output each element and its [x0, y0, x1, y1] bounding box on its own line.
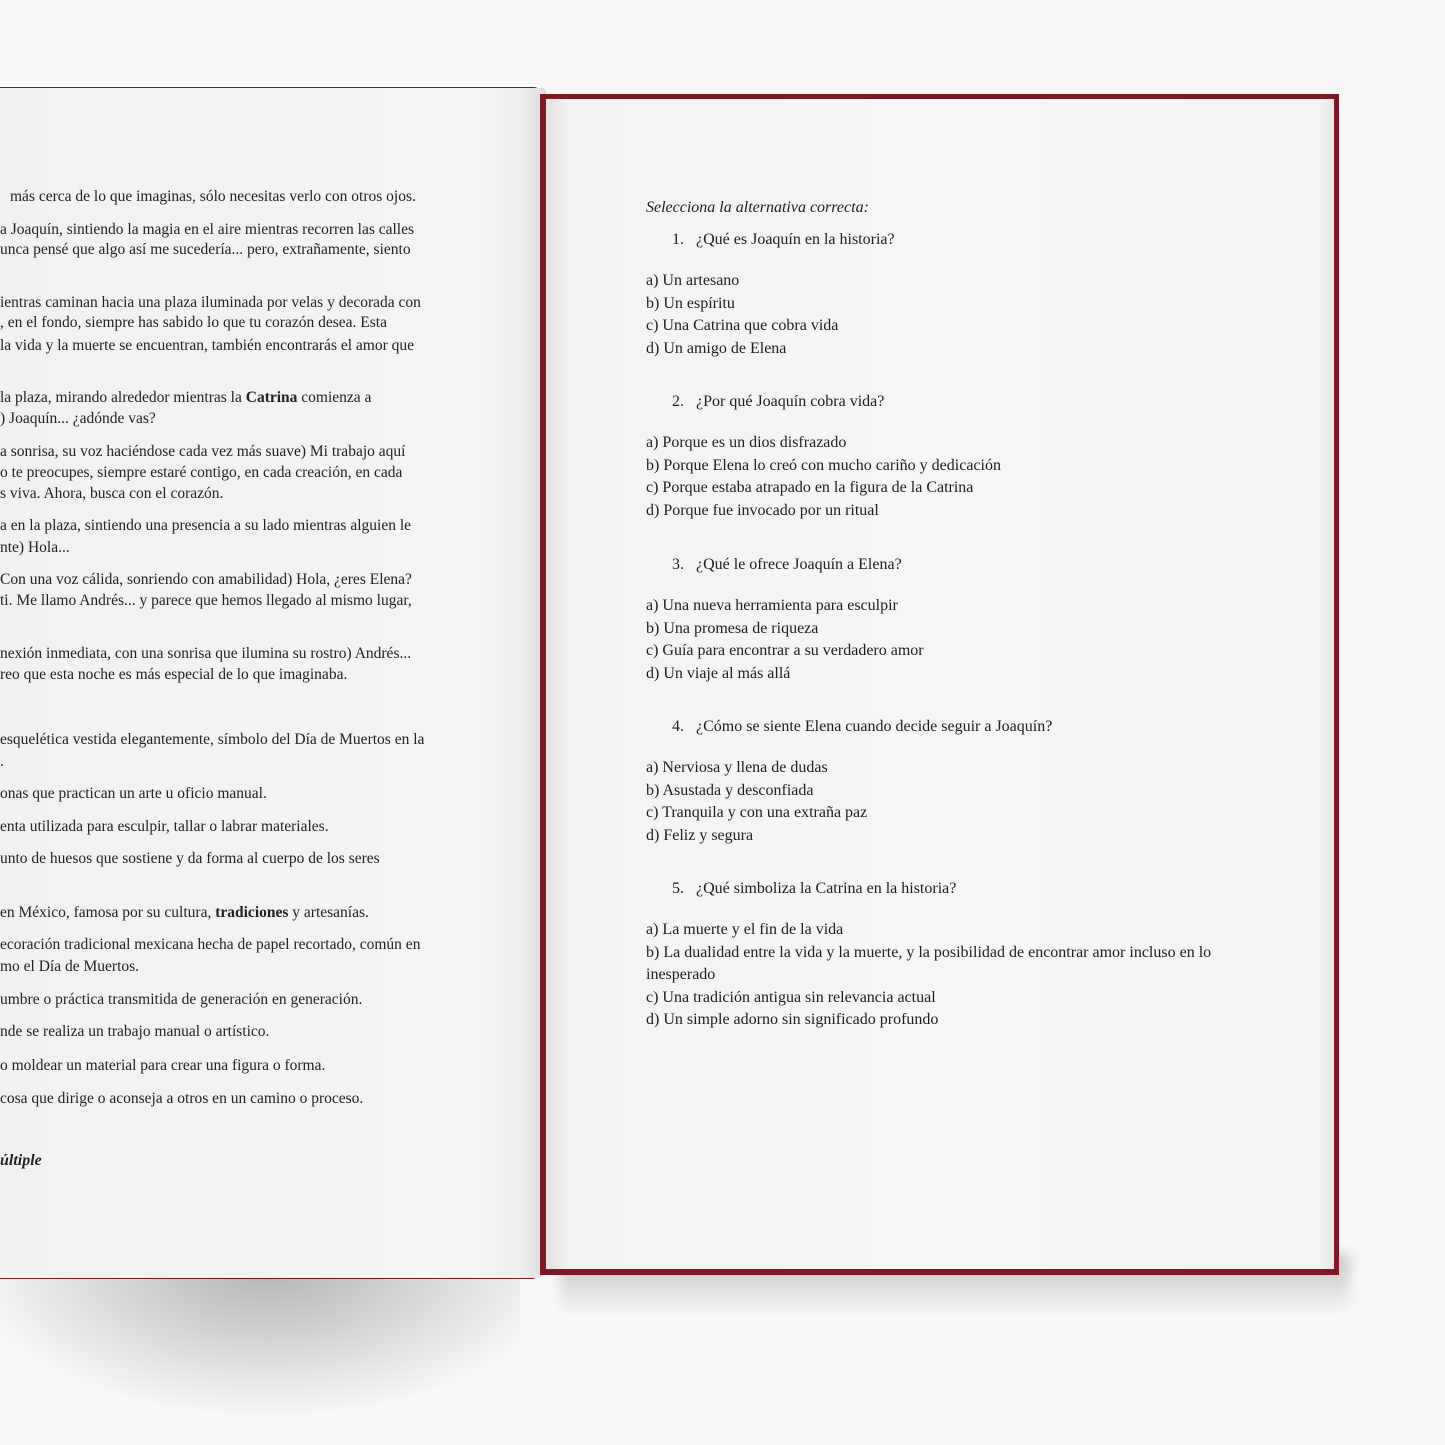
question-text: ¿Qué le ofrece Joaquín a Elena?: [696, 556, 902, 573]
left-page-line: [0, 485, 223, 503]
left-page-line: [10, 188, 416, 206]
answer-option[interactable]: a) Nerviosa y llena de dudas: [646, 759, 828, 776]
question-text: ¿Qué es Joaquín en la historia?: [696, 231, 895, 248]
line-text: ti. Me llamo Andrés... y parece que hemos llegado al mismo lugar,: [0, 592, 412, 609]
question-number: 3.: [672, 556, 684, 573]
line-text: nde se realiza un trabajo manual o artístico.: [0, 1023, 270, 1040]
question-text: ¿Qué simboliza la Catrina en la historia?: [696, 880, 957, 897]
answer-option[interactable]: b) La dualidad entre la vida y la muerte, y la posibilidad de encontrar amor incluso en lo: [646, 943, 1212, 961]
left-page-line: [0, 785, 267, 803]
left-page-line: [0, 958, 139, 976]
left-page-line: [0, 753, 4, 771]
question-text: ¿Cómo se siente Elena cuando decide seguir a Joaquín?: [696, 718, 1053, 735]
question-number: 2.: [672, 393, 684, 410]
line-text: ) Joaquín... ¿adónde vas?: [0, 410, 156, 427]
left-page-line: [0, 1057, 325, 1075]
answer-option[interactable]: a) Porque es un dios disfrazado: [646, 434, 847, 451]
question-number: 1.: [672, 231, 684, 248]
line-text: cosa que dirige o aconseja a otros en un camino o proceso.: [0, 1090, 364, 1107]
answer-option[interactable]: a) Un artesano: [646, 272, 740, 289]
line-text: umbre o práctica transmitida de generación en generación.: [0, 991, 363, 1008]
left-page-line: [0, 1090, 363, 1108]
answer-option[interactable]: d) Un viaje al más allá: [646, 664, 791, 682]
answer-option[interactable]: d) Un amigo de Elena: [646, 339, 787, 357]
line-text: comienza a: [297, 389, 372, 406]
line-text: más cerca de lo que imaginas, sólo necesitas verlo con otros ojos.: [10, 188, 416, 205]
left-page-line: [0, 904, 369, 922]
line-text: a sonrisa, su voz haciéndose cada vez más suave) Mi trabajo aquí: [0, 443, 406, 460]
line-text: mo el Día de Muertos.: [0, 958, 140, 975]
line-text: a Joaquín, sintiendo la magia en el aire mientras recorren las calles: [0, 221, 415, 238]
left-page-line: [0, 221, 414, 239]
instruction-text: Selecciona la alternativa correcta:: [646, 199, 869, 216]
line-text: reo que esta noche es más especial de lo que imaginaba.: [0, 666, 348, 683]
left-page-line: [0, 571, 412, 589]
line-text: Con una voz cálida, sonriendo con amabilidad) Hola, ¿eres Elena?: [0, 571, 412, 588]
line-text: o moldear un material para crear una figura o forma.: [0, 1057, 326, 1074]
line-text: la plaza, mirando alrededor mientras la: [0, 389, 246, 406]
line-text: , en el fondo, siempre has sabido lo que tu corazón desea. Esta: [0, 314, 387, 331]
left-page-line: [0, 818, 329, 836]
left-page-line: [0, 645, 411, 663]
answer-option[interactable]: b) Asustada y desconfiada: [646, 781, 814, 799]
line-text: ecoración tradicional mexicana hecha de papel recortado, común en: [0, 936, 421, 953]
bold-term: Catrina: [245, 389, 298, 406]
line-text: .: [0, 753, 4, 770]
left-page-line: [0, 666, 347, 684]
left-page-line: [0, 294, 421, 312]
answer-option[interactable]: d) Porque fue invocado por un ritual: [646, 501, 879, 519]
left-page-line: [0, 991, 362, 1009]
line-text: nte) Hola...: [0, 539, 70, 556]
section-heading: últiple: [0, 1152, 42, 1169]
left-page-line: [0, 850, 380, 868]
answer-option[interactable]: d) Feliz y segura: [646, 826, 754, 844]
line-text: nexión inmediata, con una sonrisa que ilumina su rostro) Andrés...: [0, 645, 412, 662]
left-page: [0, 88, 546, 1278]
question-text: ¿Por qué Joaquín cobra vida?: [696, 393, 885, 410]
line-text: o te preocupes, siempre estaré contigo, en cada creación, en cada: [0, 464, 403, 481]
line-text: onas que practican un arte u oficio manual.: [0, 785, 267, 802]
left-page-line: [0, 314, 387, 332]
left-page-line: [0, 410, 156, 428]
left-page-line: [0, 936, 420, 954]
answer-option[interactable]: b) Porque Elena lo creó con mucho cariño y dedicación: [646, 456, 1001, 474]
line-text: a en la plaza, sintiendo una presencia a su lado mientras alguien le: [0, 517, 412, 534]
answer-option[interactable]: b) Un espíritu: [646, 294, 735, 312]
answer-option[interactable]: c) Tranquila y con una extraña paz: [646, 804, 868, 821]
answer-option[interactable]: a) Una nueva herramienta para esculpir: [646, 597, 898, 614]
answer-option[interactable]: b) Una promesa de riqueza: [646, 619, 819, 637]
left-page-line: [0, 241, 411, 259]
line-text: ientras caminan hacia una plaza iluminada por velas y decorada con: [0, 294, 421, 311]
left-page-line: [0, 731, 424, 749]
answer-option[interactable]: c) Una tradición antigua sin relevancia actual: [646, 988, 936, 1006]
answer-option[interactable]: c) Porque estaba atrapado en la figura de la Catrina: [646, 479, 974, 496]
line-text: enta utilizada para esculpir, tallar o labrar materiales.: [0, 818, 329, 835]
left-page-line: [0, 464, 402, 482]
line-text: esquelética vestida elegantemente, símbolo del Día de Muertos en la: [0, 731, 425, 748]
answer-option[interactable]: c) Guía para encontrar a su verdadero amor: [646, 642, 924, 659]
left-page-line: [0, 337, 414, 355]
question-number: 4.: [672, 718, 684, 735]
left-page-line: [0, 592, 412, 610]
line-text: en México, famosa por su cultura,: [0, 904, 216, 921]
bold-term: tradiciones: [215, 904, 289, 921]
left-page-text: [0, 88, 546, 1278]
line-text: unca pensé que algo así me sucedería... pero, extrañamente, siento: [0, 241, 411, 258]
left-page-line: [0, 1023, 269, 1041]
answer-option[interactable]: inesperado: [646, 966, 716, 983]
line-text: la vida y la muerte se encuentran, también encontrarás el amor que: [0, 337, 415, 354]
left-page-line: [0, 389, 371, 407]
question-number: 5.: [672, 880, 684, 897]
right-page: [546, 99, 1334, 1269]
left-page-line: [0, 539, 70, 557]
line-text: unto de huesos que sostiene y da forma al cuerpo de los seres: [0, 850, 380, 867]
answer-option[interactable]: d) Un simple adorno sin significado profundo: [646, 1011, 939, 1028]
left-page-line: [0, 443, 405, 461]
line-text: y artesanías.: [288, 904, 369, 921]
answer-option[interactable]: c) Una Catrina que cobra vida: [646, 317, 839, 334]
left-page-line: [0, 517, 411, 535]
answer-option[interactable]: a) La muerte y el fin de la vida: [646, 921, 844, 938]
line-text: s viva. Ahora, busca con el corazón.: [0, 485, 224, 502]
